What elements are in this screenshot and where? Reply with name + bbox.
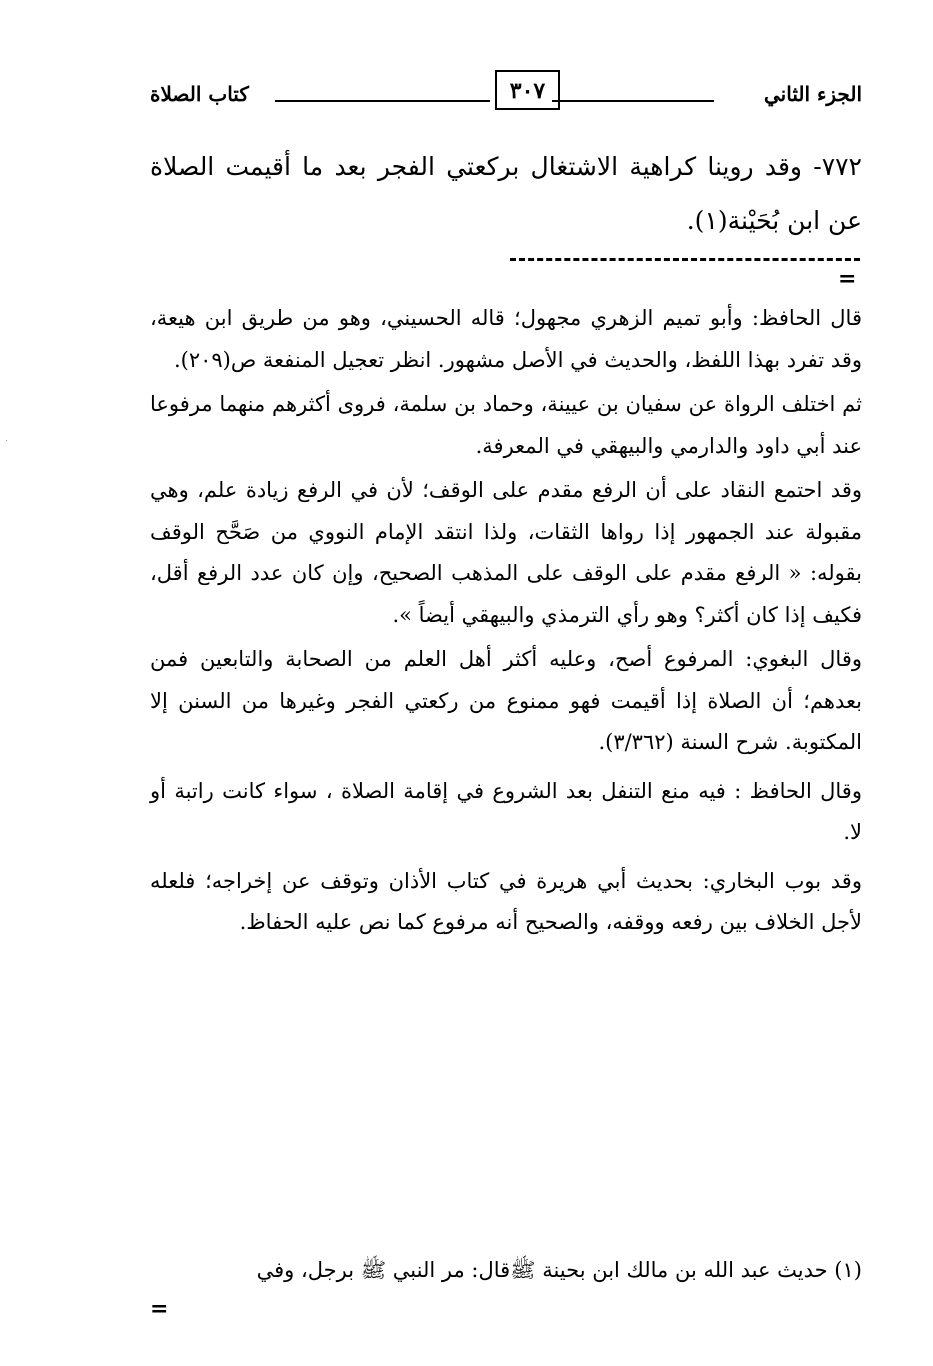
running-header (150, 70, 862, 120)
main-paragraph: ٧٧٢- وقد روينا كراهية الاشتغال بركعتي الفجر بعد ما أقيمت الصلاة عن ابن بُحَيْنة(١). (150, 152, 862, 235)
note-paragraph-1: قال الحافظ: وأبو تميم الزهري مجهول؛ قاله الحسيني، وهو من طريق ابن هيعة، وقد تفرد بهذا اللفظ، والحديث في الأصل مشهور. انظر تعجيل المنفعة ص(٢٠٩). (150, 306, 862, 372)
note-paragraph-3: وقد احتمع النقاد على أن الرفع مقدم على الوقف؛ لأن في الرفع زيادة علم، وهي مقبولة عند الجمهور إذا رواها الثقات، ولذا انتقد الإمام النووي من صَحَّح الوقف بقوله: « الرفع مقدم على الوقف على المذهب الصحيح، وإن كان عدد الرفع أقل، فكيف إذا كان أكثر؟ وهو رأي الترمذي والبيهقي أيضاً ». (150, 478, 862, 627)
footnote-separator (510, 258, 860, 261)
continuation-mark-bottom: = (150, 1296, 169, 1322)
main-text (150, 140, 862, 248)
book-title: كتاب الصلاة (150, 82, 249, 106)
continuation-mark-top: = (838, 266, 857, 292)
page-number: ٣٠٧ (509, 78, 546, 104)
footnote-1: (١) حديث عبد الله بن مالك ابن بحينة ﷺقال: مر النبي ﷺ برجل، وفي (256, 1258, 862, 1282)
note-paragraph-6: وقد بوب البخاري: بحديث أبي هريرة في كتاب الأذان وتوقف عن إخراجه؛ فلعله لأجل الخلاف بين رفعه ووقفه، والصحيح أنه مرفوع كما نص عليه الحفاظ. (150, 868, 862, 934)
note-paragraph-4: وقال البغوي: المرفوع أصح، وعليه أكثر أهل العلم من الصحابة والتابعين فمن بعدهم؛ أن الصلاة إذا أقيمت فهو ممنوع من ركعتي الفجر وغيرها من السنن إلا المكتوبة. شرح السنة (٣/٣٦٢). (150, 647, 862, 754)
note-paragraph-5: وقال الحافظ : فيه منع التنفل بعد الشروع في إقامة الصلاة ، سواء كانت راتبة أو لا. (150, 778, 862, 844)
header-rule-left (275, 100, 490, 102)
volume-title: الجزء الثاني (764, 82, 862, 106)
page-number-box (495, 70, 560, 110)
notes-section (150, 298, 862, 947)
scan-edge-mark (6, 440, 7, 441)
note-paragraph-2: ثم اختلف الرواة عن سفيان بن عيينة، وحماد بن سلمة، فروى أكثرهم منهما مرفوعا عند أبي داود والدارمي والبيهقي في المعرفة. (150, 392, 862, 458)
header-rule-right (552, 100, 714, 102)
